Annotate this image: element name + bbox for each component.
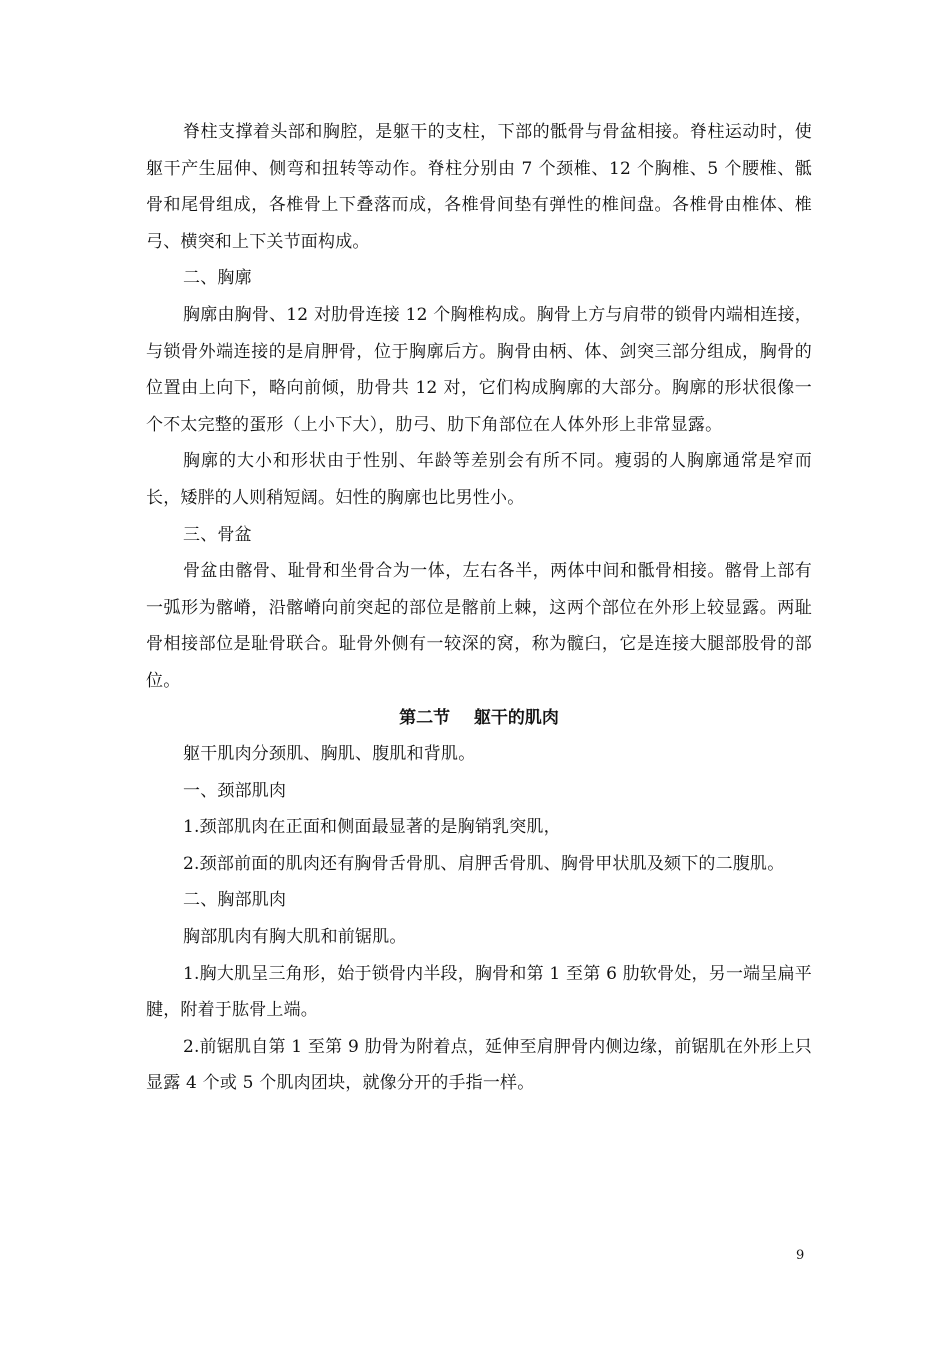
section-title: 第二节 躯干的肌肉 xyxy=(399,707,559,728)
paragraph-serratus-anterior: 2.前锯肌自第 1 至第 9 肋骨为附着点，延伸至肩胛骨内侧边缘，前锯肌在外形上只显露 4 个或 5 个肌肉团块，就像分开的手指一样。 xyxy=(146,1036,812,1094)
paragraph-pelvis: 骨盆由髂骨、耻骨和坐骨合为一体，左右各半，两体中间和骶骨相接。髂骨上部有一弧形为髂嵴，沿髂嵴向前突起的部位是髂前上棘，这两个部位在外形上较显露。两耻骨相接部位是耻骨联合。耻骨外侧有一较深的窝，称为髋臼，它是连接大腿部股骨的部位。 xyxy=(146,561,812,691)
heading-pelvis: 三、骨盆 xyxy=(183,524,252,545)
paragraph-pectoralis-major: 1.胸大肌呈三角形，始于锁骨内半段，胸骨和第 1 至第 6 肋软骨处，另一端呈扁平腱，附着于肱骨上端。 xyxy=(146,963,812,1021)
heading-chest-muscles: 二、胸部肌肉 xyxy=(183,890,287,911)
page-number: 9 xyxy=(796,1248,805,1263)
paragraph-neck-2: 2.颈部前面的肌肉还有胸骨舌骨肌、肩胛舌骨肌、胸骨甲状肌及颏下的二腹肌。 xyxy=(183,853,785,874)
paragraph-thorax-structure: 胸廓由胸骨、12 对肋骨连接 12 个胸椎构成。胸骨上方与肩带的锁骨内端相连接，与锁骨外端连接的是肩胛骨，位于胸廓后方。胸骨由柄、体、剑突三部分组成，胸骨的位置由上向下，略向前倾，肋骨共 12 对，它们构成胸廓的大部分。胸廓的形状很像一个不太完整的蛋形（上小下大），肋弓、肋下角部位在人体外形上非常显露。 xyxy=(146,304,812,435)
paragraph-spine: 脊柱支撑着头部和胸腔，是躯干的支柱，下部的骶骨与骨盆相接。脊柱运动时，使躯干产生屈伸、侧弯和扭转等动作。脊柱分别由 7 个颈椎、12 个胸椎、5 个腰椎、骶骨和尾骨组成，各椎骨上下叠落而成，各椎骨间垫有弹性的椎间盘。各椎骨由椎体、椎弓、横突和上下关节面构成。 xyxy=(146,122,812,252)
heading-thorax: 二、胸廓 xyxy=(183,268,252,289)
paragraph-chest-intro: 胸部肌肉有胸大肌和前锯肌。 xyxy=(183,927,407,948)
page-body xyxy=(146,114,812,1102)
paragraph-neck-1: 1.颈部肌肉在正面和侧面最显著的是胸销乳突肌， xyxy=(183,817,561,838)
heading-neck-muscles: 一、颈部肌肉 xyxy=(183,780,287,801)
paragraph-thorax-variation: 胸廓的大小和形状由于性别、年龄等差别会有所不同。瘦弱的人胸廓通常是窄而长，矮胖的人则稍短阔。妇性的胸廓也比男性小。 xyxy=(146,451,812,508)
paragraph-trunk-muscles-intro: 躯干肌肉分颈肌、胸肌、腹肌和背肌。 xyxy=(183,744,476,765)
